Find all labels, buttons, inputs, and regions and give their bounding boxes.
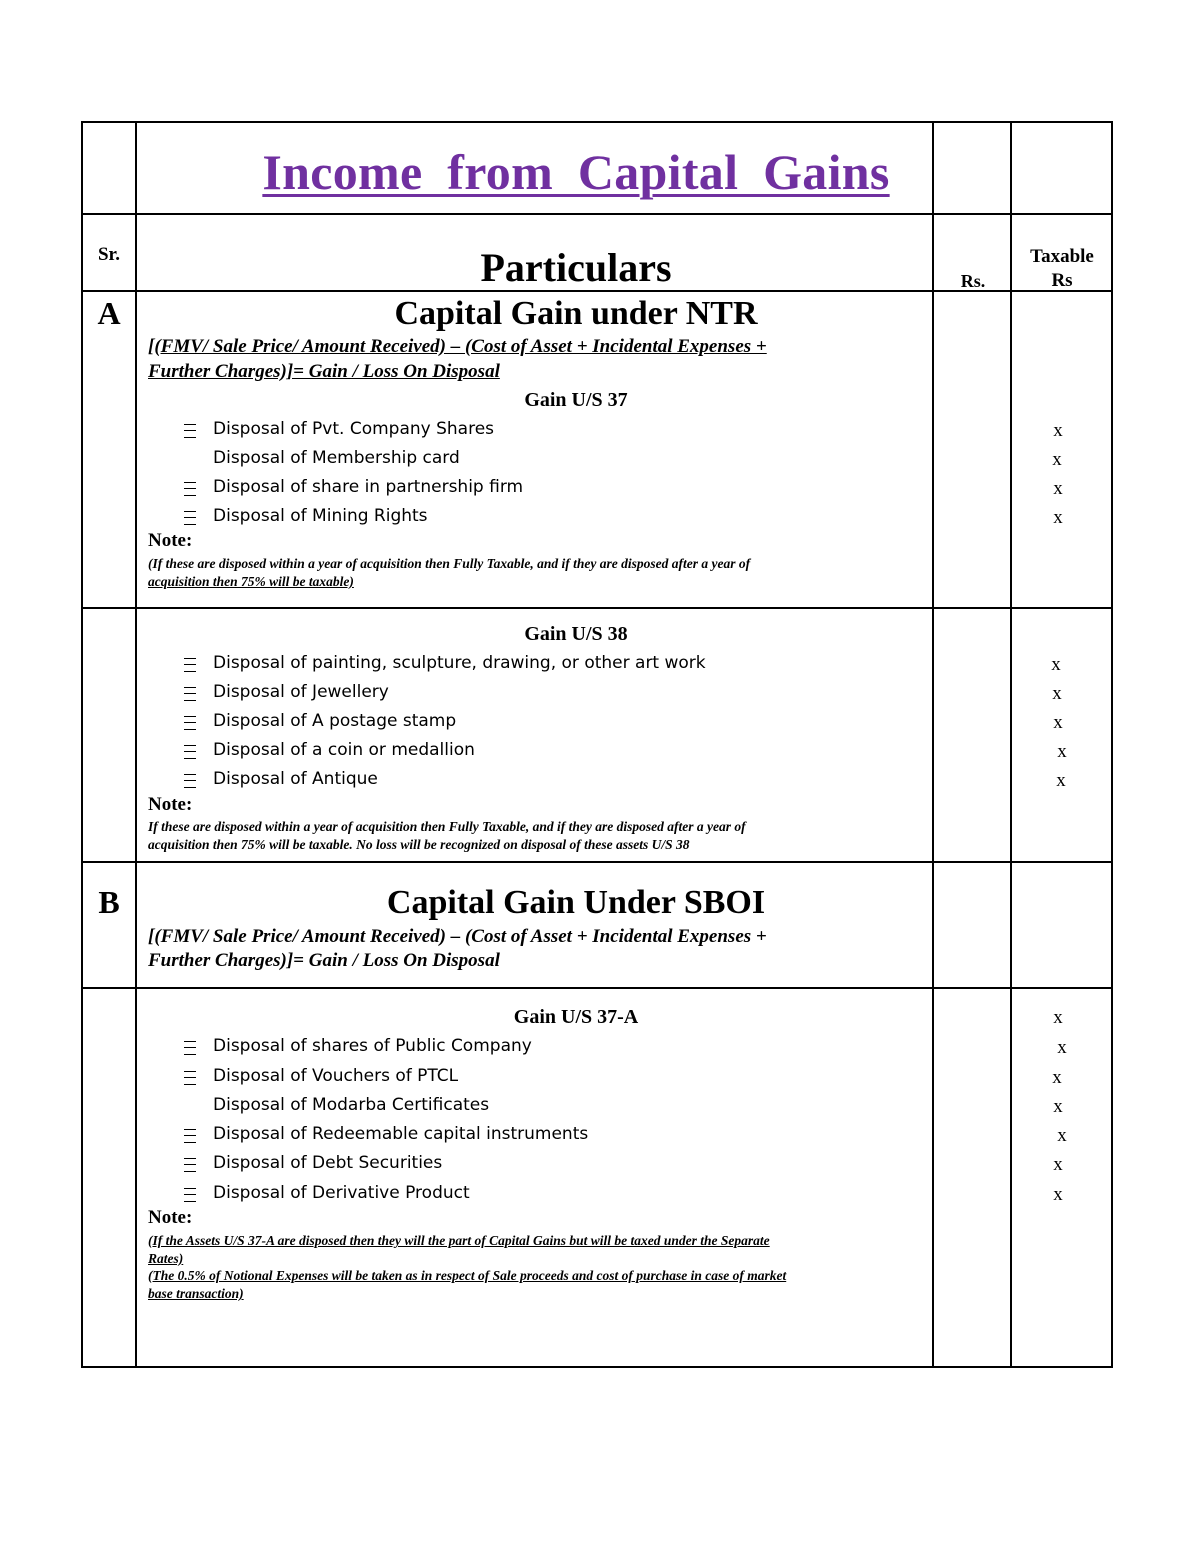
- s38-note-line1: If these are disposed within a year of acquisition then Fully Taxable, and if they are disposed after a year of: [148, 819, 746, 834]
- s37a-note-label: Note:: [148, 1207, 193, 1228]
- list-item: Disposal of a coin or medallion: [213, 740, 475, 760]
- s37a-note-line1: (If the Assets U/S 37-A are disposed then they will the part of Capital Gains but will be taxed under the Separate: [148, 1233, 770, 1248]
- section-a-formula-line2: Further Charges)]= Gain / Loss On Disposal: [148, 361, 500, 382]
- taxable-mark: x: [1053, 712, 1063, 733]
- taxable-mark: x: [1057, 1037, 1067, 1058]
- header-taxable-line1: Taxable: [1030, 246, 1094, 267]
- list-item: Disposal of Redeemable capital instruments: [213, 1124, 589, 1144]
- taxable-mark: x: [1057, 741, 1067, 762]
- row-divider-s37: [81, 607, 1113, 609]
- section-b-formula-line2: Further Charges)]= Gain / Loss On Disposal: [148, 950, 500, 971]
- list-item: Disposal of painting, sculpture, drawing, or other art work: [213, 653, 706, 673]
- bullet-icon: [184, 1129, 196, 1143]
- page-title: Income from Capital Gains: [262, 144, 890, 200]
- list-item: Disposal of Modarba Certificates: [213, 1095, 490, 1115]
- section-a-title: Capital Gain under NTR: [394, 295, 758, 332]
- section-b-formula-line1: [(FMV/ Sale Price/ Amount Received) – (Cost of Asset + Incidental Expenses +: [148, 926, 767, 947]
- s37-note-line2: acquisition then 75% will be taxable): [148, 574, 354, 589]
- row-divider-title: [81, 213, 1113, 215]
- taxable-mark: x: [1052, 449, 1062, 470]
- list-item: Disposal of Mining Rights: [213, 506, 428, 526]
- bullet-icon: [184, 658, 196, 672]
- bullet-icon: [184, 745, 196, 759]
- list-item: Disposal of A postage stamp: [213, 711, 457, 731]
- capital-gains-table: [81, 121, 1113, 1368]
- taxable-mark: x: [1052, 1067, 1062, 1088]
- list-item: Disposal of Debt Securities: [213, 1153, 443, 1173]
- bullet-icon: [184, 511, 196, 525]
- taxable-mark: x: [1053, 1154, 1063, 1175]
- taxable-mark: x: [1051, 654, 1061, 675]
- row-divider-s38: [81, 861, 1113, 863]
- s37-note-line1: (If these are disposed within a year of acquisition then Fully Taxable, and if they are disposed after a year of: [148, 556, 751, 571]
- taxable-mark: x: [1052, 683, 1062, 704]
- table-border-right: [1111, 121, 1113, 1368]
- taxable-mark: x: [1056, 770, 1066, 791]
- list-item: Disposal of Membership card: [213, 448, 460, 468]
- list-item: Disposal of shares of Public Company: [213, 1036, 532, 1056]
- taxable-mark: x: [1053, 1007, 1063, 1028]
- list-item: Disposal of Derivative Product: [213, 1183, 470, 1203]
- list-item: Disposal of Vouchers of PTCL: [213, 1066, 459, 1086]
- taxable-mark: x: [1053, 420, 1063, 441]
- row-divider-section-b: [81, 987, 1113, 989]
- table-border-top: [81, 121, 1113, 123]
- header-particulars: Particulars: [480, 245, 672, 290]
- taxable-mark: x: [1053, 1096, 1063, 1117]
- bullet-icon: [184, 1158, 196, 1172]
- bullet-icon: [184, 716, 196, 730]
- s37a-title: Gain U/S 37-A: [513, 1006, 639, 1028]
- s37-title: Gain U/S 37: [524, 389, 628, 411]
- header-taxable: [1012, 245, 1112, 293]
- header-taxable-line2: Rs: [1051, 270, 1073, 291]
- taxable-mark: x: [1053, 507, 1063, 528]
- s38-title: Gain U/S 38: [524, 623, 628, 645]
- bullet-icon: [184, 1188, 196, 1202]
- bullet-icon: [184, 687, 196, 701]
- table-border-bottom: [81, 1366, 1113, 1368]
- taxable-mark: x: [1053, 1184, 1063, 1205]
- s38-note-line2: acquisition then 75% will be taxable. No loss will be recognized on disposal of these assets U/S 38: [148, 837, 690, 852]
- taxable-mark: x: [1053, 478, 1063, 499]
- list-item: Disposal of share in partnership firm: [213, 477, 524, 497]
- header-rs: Rs.: [960, 271, 986, 291]
- section-a-formula-line1: [(FMV/ Sale Price/ Amount Received) – (Cost of Asset + Incidental Expenses +: [148, 336, 767, 357]
- s38-note-label: Note:: [148, 794, 193, 815]
- s37a-note-line4: base transaction): [148, 1286, 244, 1301]
- section-a-letter: A: [97, 295, 121, 331]
- list-item: Disposal of Jewellery: [213, 682, 389, 702]
- s37a-note-line2: Rates): [148, 1251, 184, 1266]
- s37a-note-line3: (The 0.5% of Notional Expenses will be taken as in respect of Sale proceeds and cost of purchase in case of market: [148, 1268, 787, 1283]
- section-b-letter: B: [98, 884, 120, 920]
- bullet-icon: [184, 482, 196, 496]
- bullet-icon: [184, 774, 196, 788]
- list-item: Disposal of Pvt. Company Shares: [213, 419, 495, 439]
- list-item: Disposal of Antique: [213, 769, 378, 789]
- header-sr: Sr.: [97, 244, 120, 265]
- bullet-icon: [184, 1071, 196, 1085]
- taxable-mark: x: [1057, 1125, 1067, 1146]
- section-b-title: Capital Gain Under SBOI: [386, 884, 766, 921]
- bullet-icon: [184, 424, 196, 438]
- bullet-icon: [184, 1041, 196, 1055]
- s37-note-label: Note:: [148, 530, 193, 551]
